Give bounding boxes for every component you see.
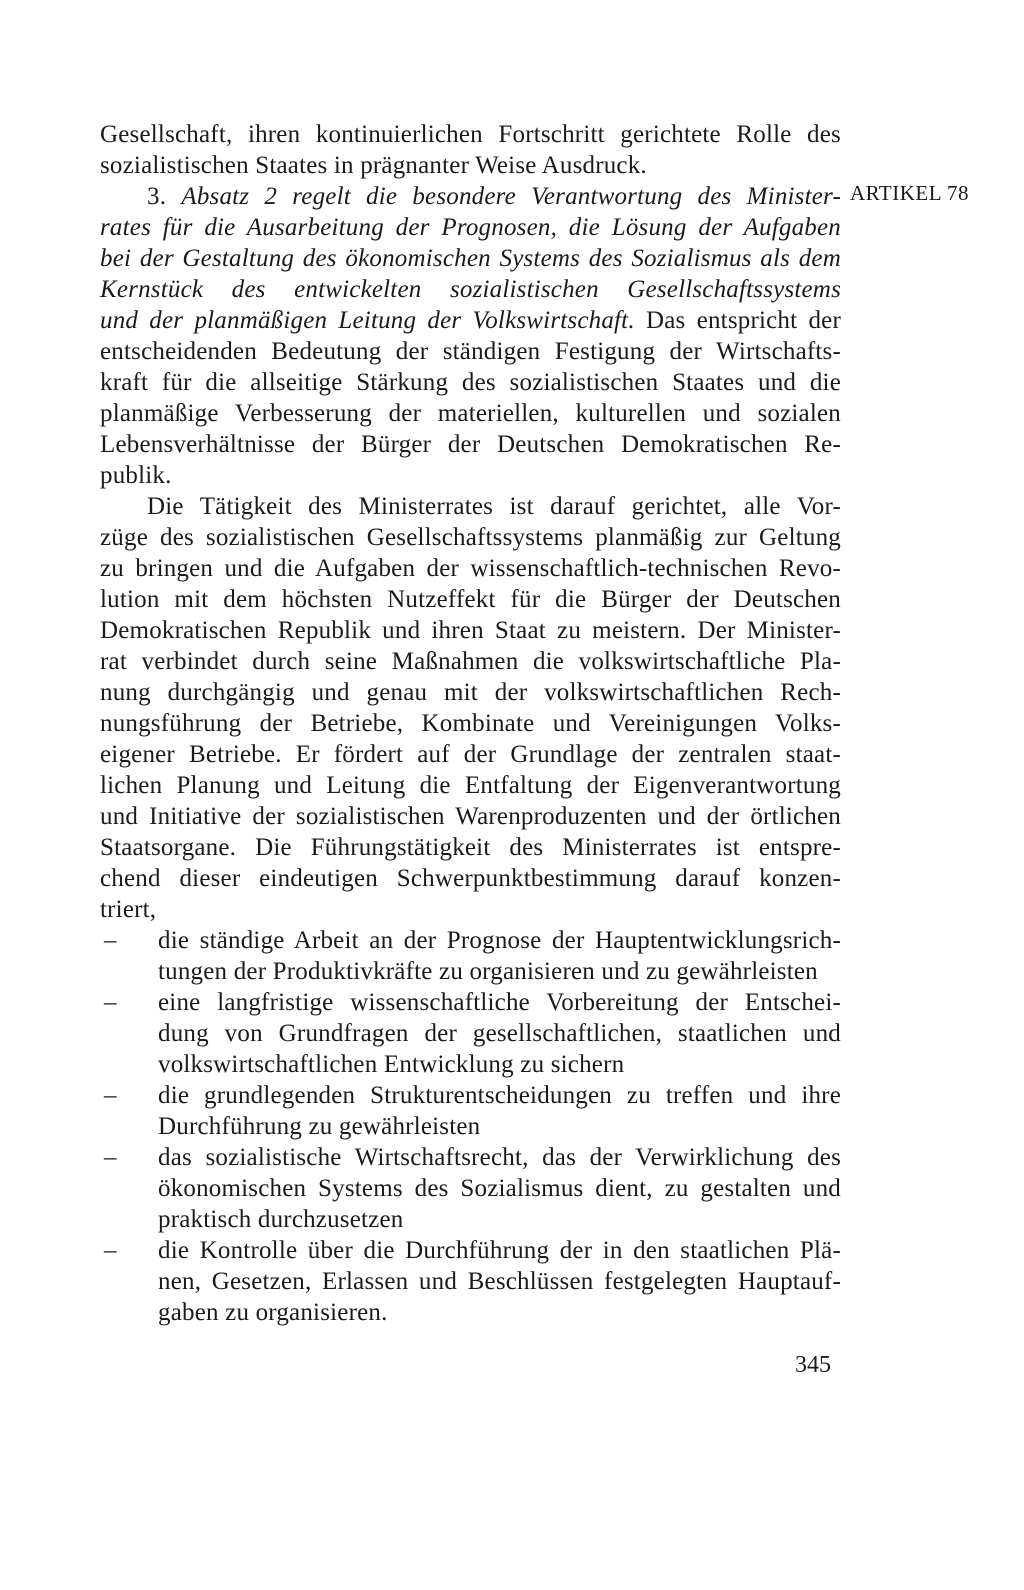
text-line: nung durchgängig und genau mit der volkswirtschaftlichen Rech-: [100, 679, 841, 706]
text-line: Lebensverhältnisse der Bürger der Deutschen Demokratischen Re-: [100, 431, 841, 458]
text-line: lution mit dem höchsten Nutzeffekt für die Bürger der Deutschen: [100, 586, 841, 613]
list-line: die grundlegenden Strukturentscheidungen zu treffen und ihre: [158, 1082, 841, 1109]
text-line: [100, 1142, 841, 1173]
italic-text: und der planmäßigen Leitung der Volkswirtschaft.: [100, 307, 635, 334]
text-line: rat verbindet durch seine Maßnahmen die volkswirtschaftliche Pla-: [100, 648, 841, 675]
text-line: planmäßige Verbesserung der materiellen, kulturellen und sozialen: [100, 400, 841, 427]
text-line: Die Tätigkeit des Ministerrates ist darauf gerichtet, alle Vor-: [147, 493, 841, 520]
text-line: [100, 305, 841, 336]
list-item: [100, 1080, 841, 1142]
text-line: lichen Planung und Leitung die Entfaltung der Eigenverantwortung: [100, 772, 841, 799]
text-line: entscheidenden Bedeutung der ständigen Festigung der Wirtschafts-: [100, 338, 841, 365]
list-item: [100, 1235, 841, 1328]
text-line: [100, 181, 841, 212]
body-text: [100, 119, 841, 1328]
text-line: [100, 1235, 841, 1266]
text-line: [100, 925, 841, 956]
text-line: nungsführung der Betriebe, Kombinate und Vereinigungen Volks-: [100, 710, 841, 737]
list-line: die Kontrolle über die Durchführung der in den staatlichen Plä-: [158, 1237, 841, 1264]
text-line: und Initiative der sozialistischen Warenproduzenten und der örtlichen: [100, 803, 841, 830]
text-line: kraft für die allseitige Stärkung des sozialistischen Staates und die: [100, 369, 841, 396]
page-number: 345: [795, 1352, 831, 1378]
text-line: zu bringen und die Aufgaben der wissenschaftlich-technischen Revo-: [100, 555, 841, 582]
text-line: tungen der Produktivkräfte zu organisieren und zu gewährleisten: [158, 958, 818, 985]
text-line: bei der Gestaltung des ökonomischen Systems des Sozialismus als dem: [100, 245, 841, 272]
text-line: [100, 987, 841, 1018]
text-segment: Das entspricht der: [646, 307, 842, 334]
text-line: Demokratischen Republik und ihren Staat zu meistern. Der Minister-: [100, 617, 841, 644]
text-line: sozialistischen Staates in prägnanter Weise Ausdruck.: [100, 152, 647, 179]
text-line: Durchführung zu gewährleisten: [158, 1113, 481, 1140]
text-line: chend dieser eindeutigen Schwerpunktbestimmung darauf konzen-: [100, 865, 841, 892]
list-line: die ständige Arbeit an der Prognose der Hauptentwicklungsrich-: [158, 927, 841, 954]
italic-text: Absatz 2 regelt die besondere Verantwortung des Minister-: [181, 183, 842, 210]
list-item: [100, 925, 841, 987]
paragraph-number: 3.: [147, 183, 167, 210]
list-dash: –: [104, 989, 117, 1016]
list-line: eine langfristige wissenschaftliche Vorbereitung der Entschei-: [158, 989, 841, 1016]
article-margin-note: ARTIKEL 78: [850, 181, 970, 205]
list-dash: –: [104, 1237, 117, 1264]
text-line: Gesellschaft, ihren kontinuierlichen Fortschritt gerichtete Rolle des: [100, 121, 841, 148]
text-line: eigener Betriebe. Er fördert auf der Grundlage der zentralen staat-: [100, 741, 841, 768]
text-line: gaben zu organisieren.: [158, 1299, 388, 1326]
list-line: das sozialistische Wirtschaftsrecht, das der Verwirklichung des: [158, 1144, 841, 1171]
dash-list: [100, 925, 841, 1328]
text-line: Kernstück des entwickelten sozialistischen Gesellschaftssystems: [100, 276, 841, 303]
text-line: triert,: [100, 896, 157, 923]
list-dash: –: [104, 1082, 117, 1109]
text-line: publik.: [100, 462, 172, 489]
list-item: [100, 1142, 841, 1235]
text-line: ökonomischen Systems des Sozialismus dient, zu gestalten und: [158, 1175, 841, 1202]
text-line: volkswirtschaftlichen Entwicklung zu sichern: [158, 1051, 625, 1078]
text-line: dung von Grundfragen der gesellschaftlichen, staatlichen und: [158, 1020, 841, 1047]
list-dash: –: [104, 927, 117, 954]
list-dash: –: [104, 1144, 117, 1171]
text-line: [100, 1080, 841, 1111]
text-line: rates für die Ausarbeitung der Prognosen, die Lösung der Aufgaben: [100, 214, 841, 241]
text-line: Staatsorgane. Die Führungstätigkeit des Ministerrates ist entspre-: [100, 834, 841, 861]
text-line: nen, Gesetzen, Erlassen und Beschlüssen festgelegten Hauptauf-: [158, 1268, 841, 1295]
list-item: [100, 987, 841, 1080]
text-line: praktisch durchzusetzen: [158, 1206, 404, 1233]
text-line: züge des sozialistischen Gesellschaftssystems planmäßig zur Geltung: [100, 524, 841, 551]
